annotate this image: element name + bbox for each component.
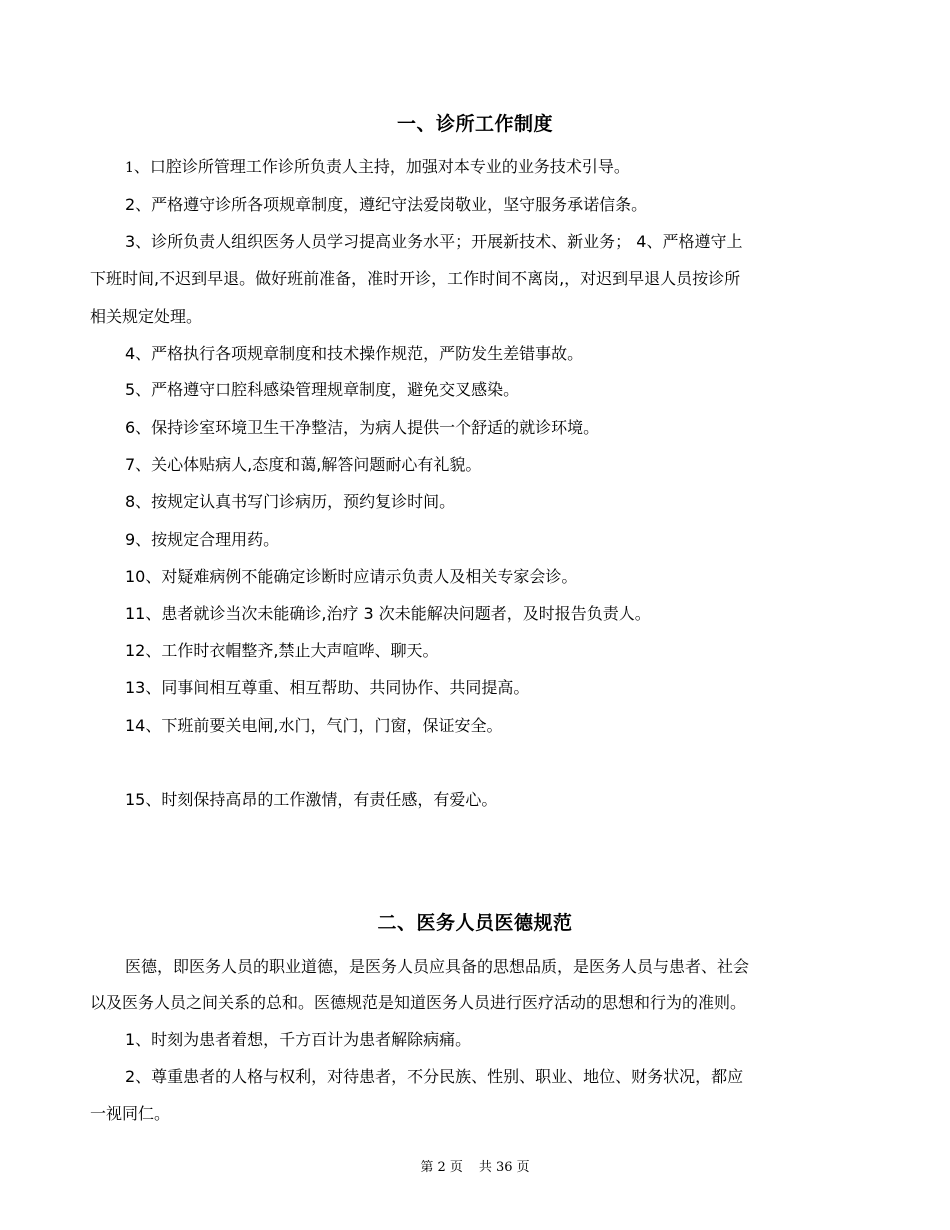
- page-footer: [0, 1156, 950, 1175]
- section-1-title: 一、诊所工作制度: [396, 113, 553, 135]
- rule-item-13: 13、同事间相互尊重、相互帮助、共同协作、共同提高。: [125, 678, 530, 697]
- rule-item-3-cont-2: 相关规定处理。: [90, 307, 203, 326]
- ethics-paragraph-line-1: 医德，即医务人员的职业道德，是医务人员应具备的思想品质，是医务人员与患者、社会: [125, 957, 750, 976]
- rule-item-7: 7、关心体贴病人,态度和蔼,解答问题耐心有礼貌。: [125, 455, 482, 474]
- rule-item-5: 5、严格遵守口腔科感染管理规章制度，避免交叉感染。: [125, 380, 520, 399]
- ethics-paragraph-line-2: 以及医务人员之间关系的总和。医德规范是知道医务人员进行医疗活动的思想和行为的准则。: [90, 993, 747, 1012]
- rule-item-6: 6、保持诊室环境卫生干净整洁，为病人提供一个舒适的就诊环境。: [125, 418, 600, 437]
- rule-item-2: 2、严格遵守诊所各项规章制度，遵纪守法爱岗敬业，坚守服务承诺信条。: [125, 195, 648, 214]
- rule-item-1: [125, 157, 630, 178]
- page-total: 共 36 页: [478, 1160, 530, 1175]
- rule-item-3: 3、诊所负责人组织医务人员学习提高业务水平；开展新技术、新业务； 4、严格遵守上: [125, 232, 743, 251]
- rule-item-4: 4、严格执行各项规章制度和技术操作规范，严防发生差错事故。: [125, 344, 584, 363]
- rule-item-3-cont-1: 下班时间,不迟到早退。做好班前准备，准时开诊，工作时间不离岗,，对迟到早退人员按诊所: [90, 269, 741, 288]
- page-number: 第 2 页: [420, 1160, 463, 1175]
- rule-item-1-number: 1: [125, 160, 134, 176]
- rule-item-15: 15、时刻保持高昂的工作激情，有责任感，有爱心。: [125, 790, 498, 809]
- rule-item-14: 14、下班前要关电闸,水门，气门，门窗，保证安全。: [125, 716, 503, 735]
- section-2-title: 二、医务人员医德规范: [377, 912, 573, 934]
- rule-item-8: 8、按规定认真书写门诊病历，预约复诊时间。: [125, 492, 456, 511]
- ethics-item-2-cont: 一视同仁。: [90, 1104, 171, 1123]
- rule-item-1-text: 、口腔诊所管理工作诊所负责人主持，加强对本专业的业务技术引导。: [133, 157, 630, 176]
- rule-item-12: 12、工作时衣帽整齐,禁止大声喧哗、聊天。: [125, 641, 439, 660]
- rule-item-9: 9、按规定合理用药。: [125, 530, 280, 549]
- ethics-item-2: 2、尊重患者的人格与权利，对待患者，不分民族、性别、职业、地位、财务状况，都应: [125, 1067, 744, 1086]
- ethics-item-1: 1、时刻为患者着想，千方百计为患者解除病痛。: [125, 1030, 472, 1049]
- rule-item-10: 10、对疑难病例不能确定诊断时应请示负责人及相关专家会诊。: [125, 567, 578, 586]
- rule-item-11: 11、患者就诊当次未能确诊,治疗 3 次未能解决问题者，及时报告负责人。: [125, 604, 651, 623]
